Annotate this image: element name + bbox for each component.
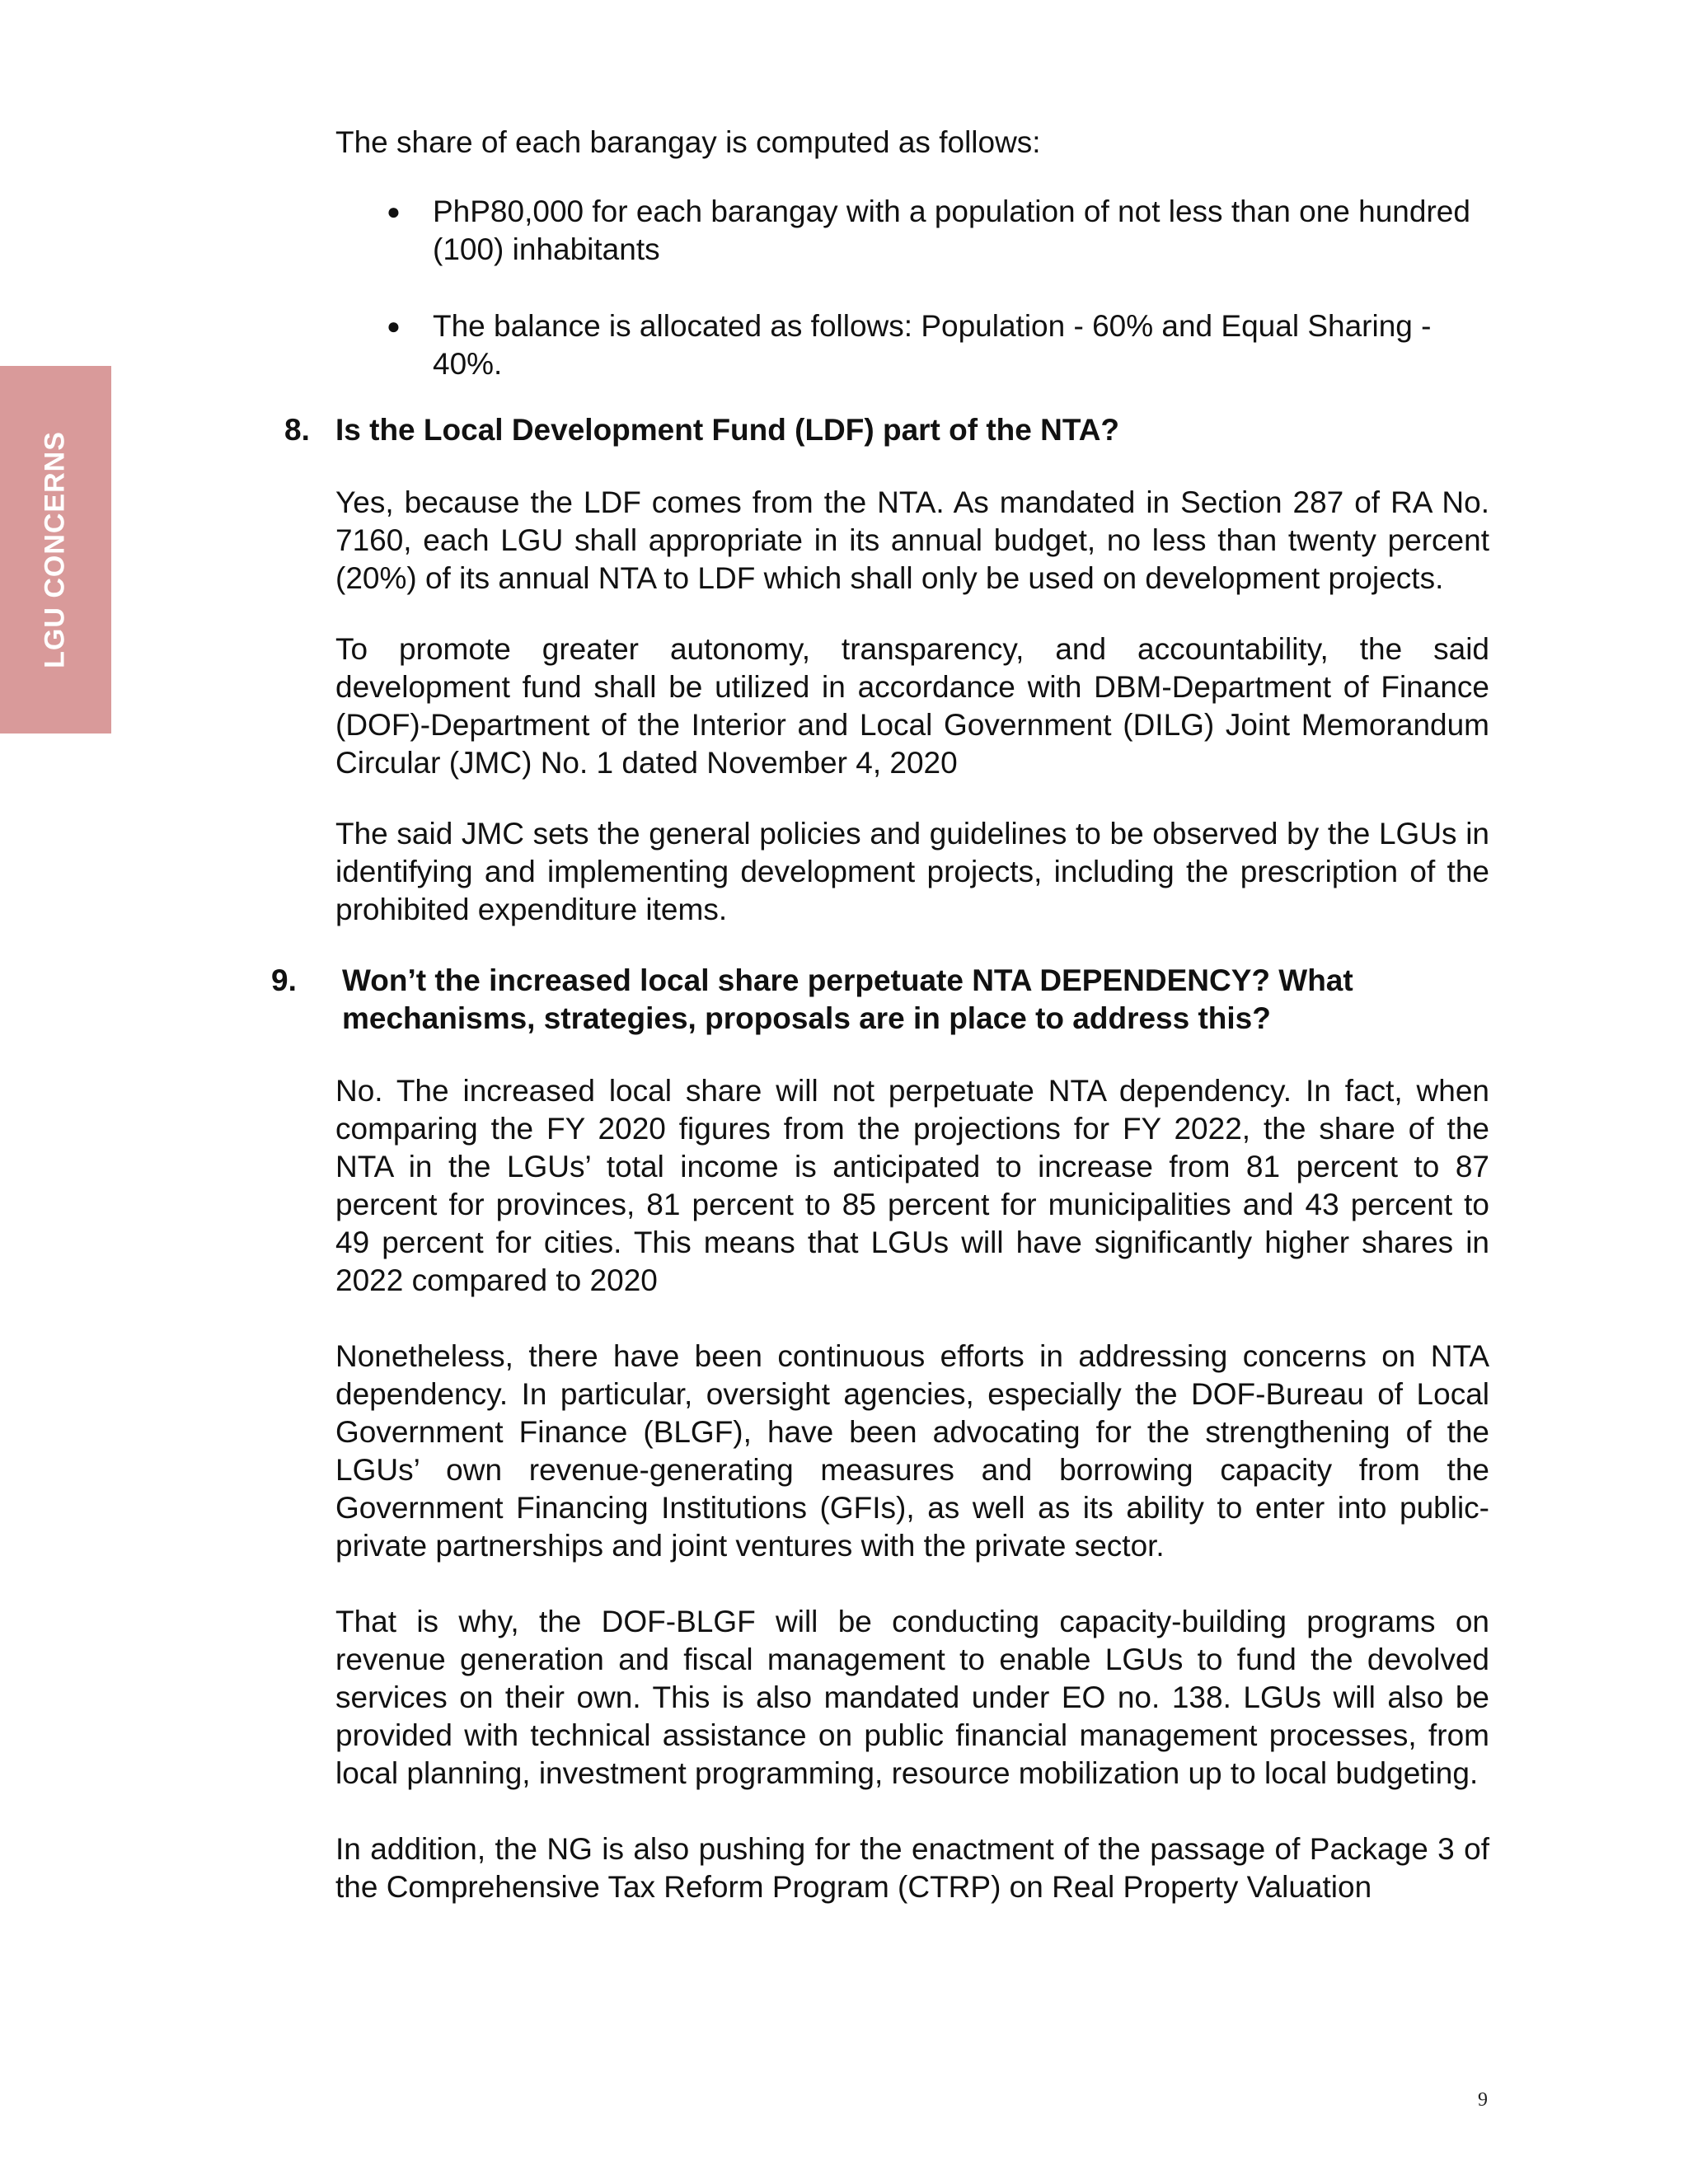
q9-paragraph-3: That is why, the DOF-BLGF will be conducting capacity-building programs on revenue generation and fiscal management to enable LGUs to fund the devolved services on their own. This is also mandated under EO no. 138. LGUs will also be provided with technical assistance on public financial management processes, from local planning, investment programming, resource mobilization up to local budgeting. — [335, 1605, 1489, 1790]
side-section-tab-label: LGU CONCERNS — [39, 431, 71, 668]
question-8-number: 8. — [284, 413, 310, 447]
bullet-icon: ● — [387, 313, 401, 339]
bullet-item — [387, 307, 1489, 383]
q9-paragraph-2: Nonetheless, there have been continuous efforts in addressing concerns on NTA dependency. In particular, oversight agencies, especially the DOF-Bureau of Local Government Finance (BLGF), have been advocating for the strengthening of the LGUs’ own revenue-generating measures and borrowing capacity from the Government Financing Institutions (GFIs), as well as its ability to enter into public-private partnerships and joint ventures with the private sector. — [335, 1339, 1489, 1563]
q9-paragraph-4: In addition, the NG is also pushing for the enactment of the passage of Package 3 of the Comprehensive Tax Reform Program (CTRP) on Real Property Valuation — [335, 1832, 1489, 1904]
question-8-heading — [284, 411, 1489, 449]
question-9-heading — [271, 962, 1489, 1038]
barangay-share-list — [335, 193, 1489, 383]
question-8-title: Is the Local Development Fund (LDF) part of the NTA? — [335, 413, 1120, 447]
q9-paragraph-1: No. The increased local share will not perpetuate NTA dependency. In fact, when comparing the FY 2020 figures from the projections for FY 2022, the share of the NTA in the LGUs’ total income is anticipated to increase from 81 percent to 87 percent for provinces, 81 percent to 85 percent for municipalities and 43 percent to 49 percent for cities. This means that LGUs will have significantly higher shares in 2022 compared to 2020 — [335, 1074, 1489, 1297]
question-9-number: 9. — [271, 963, 297, 997]
bullet-icon: ● — [387, 199, 401, 224]
q8-paragraph-3: The said JMC sets the general policies and guidelines to be observed by the LGUs in identifying and implementing development projects, including the prescription of the prohibited expenditure items. — [335, 817, 1489, 926]
page-number: 9 — [1478, 2089, 1488, 2111]
bullet-text: The balance is allocated as follows: Population - 60% and Equal Sharing - 40%. — [433, 309, 1432, 381]
q8-paragraph-1: Yes, because the LDF comes from the NTA. As mandated in Section 287 of RA No. 7160, each LGU shall appropriate in its annual budget, no less than twenty percent (20%) of its annual NTA to LDF which shall only be used on development projects. — [335, 485, 1489, 595]
side-section-tab — [0, 366, 111, 733]
question-9-title: Won’t the increased local share perpetuate NTA DEPENDENCY? What mechanisms, strategies, proposals are in place to address this? — [342, 963, 1353, 1035]
bullet-item — [387, 193, 1489, 269]
document-body — [271, 124, 1489, 1906]
intro-paragraph: The share of each barangay is computed as follows: — [335, 125, 1041, 159]
bullet-text: PhP80,000 for each barangay with a population of not less than one hundred (100) inhabitants — [433, 194, 1470, 266]
q8-paragraph-2: To promote greater autonomy, transparency, and accountability, the said development fund shall be utilized in accordance with DBM-Department of Finance (DOF)-Department of the Interior and Local Government (DILG) Joint Memorandum Circular (JMC) No. 1 dated November 4, 2020 — [335, 632, 1489, 780]
